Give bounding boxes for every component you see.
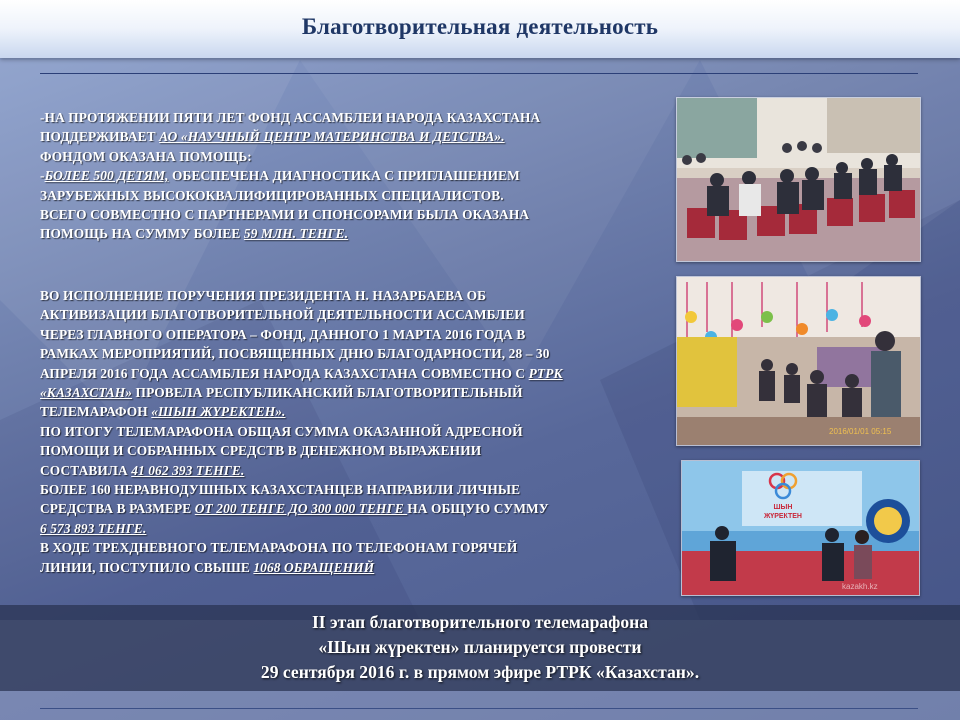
highlight-kazakhstan: «КАЗАХСТАН» — [40, 385, 133, 401]
text-line: В ХОДЕ ТРЕХДНЕВНОГО ТЕЛЕМАРАФОНА ПО ТЕЛЕФОНАМ ГОРЯЧЕЙ — [40, 540, 518, 556]
text-line: СОСТАВИЛА 41 062 393 ТЕНГЕ. — [40, 462, 245, 478]
text-line: СРЕДСТВА В РАЗМЕРЕ ОТ 200 ТЕНГЕ ДО 300 000 ТЕНГЕ НА ОБЩУЮ СУММУ — [40, 501, 549, 517]
highlight-children-count: БОЛЕЕ 500 ДЕТЯМ, — [44, 168, 169, 184]
text-line: ВСЕГО СОВМЕСТНО С ПАРТНЕРАМИ И СПОНСОРАМИ БЫЛА ОКАЗАНА — [40, 207, 530, 223]
text-line: ЛИНИИ, ПОСТУПИЛО СВЫШЕ 1068 ОБРАЩЕНИЙ — [40, 559, 375, 575]
text-line: РАМКАХ МЕРОПРИЯТИЙ, ПОСВЯЩЕННЫХ ДНЮ БЛАГОДАРНОСТИ, 28 – 30 — [40, 346, 550, 362]
text-line: АКТИВИЗАЦИИ БЛАГОТВОРИТЕЛЬНОЙ ДЕЯТЕЛЬНОСТИ АССАМБЛЕИ — [40, 307, 525, 323]
text-line: АПРЕЛЯ 2016 ГОДА АССАМБЛЕЯ НАРОДА КАЗАХСТАНА СОВМЕСТНО С РТРК — [40, 365, 563, 381]
photo-tv-studio — [681, 460, 920, 596]
announcement-text — [0, 610, 960, 685]
text-line: ЗАРУБЕЖНЫХ ВЫСОКОКВАЛИФИЦИРОВАННЫХ СПЕЦИАЛИСТОВ. — [40, 187, 504, 203]
highlight-total-sum: 41 062 393 ТЕНГЕ. — [131, 462, 245, 478]
text-line: -НА ПРОТЯЖЕНИИ ПЯТИ ЛЕТ ФОНД АССАМБЛЕИ НАРОДА КАЗАХСТАНА — [40, 110, 541, 125]
text-line: ЧЕРЕЗ ГЛАВНОГО ОПЕРАТОРА – ФОНД, ДАННОГО 1 МАРТА 2016 ГОДА В — [40, 326, 526, 342]
photo-audience-hall — [676, 97, 921, 262]
text-line: ВО ИСПОЛНЕНИЕ ПОРУЧЕНИЯ ПРЕЗИДЕНТА Н. НАЗАРБАЕВА ОБ — [40, 288, 487, 303]
text-line: «КАЗАХСТАН» ПРОВЕЛА РЕСПУБЛИКАНСКИЙ БЛАГОТВОРИТЕЛЬНЫЙ — [40, 385, 523, 401]
highlight-telemarathon-name: «ШЫН ЖҮРЕКТЕН». — [151, 404, 286, 420]
studio-logo-line1: ШЫН — [773, 504, 793, 511]
bottom-divider — [40, 708, 918, 709]
text-line: -БОЛЕЕ 500 ДЕТЯМ, ОБЕСПЕЧЕНА ДИАГНОСТИКА С ПРИГЛАШЕНИЕМ — [40, 168, 520, 184]
text-line: ПОМОЩИ И СОБРАННЫХ СРЕДСТВ В ДЕНЕЖНОМ ВЫРАЖЕНИИ — [40, 443, 482, 459]
text-line: ПОМОЩЬ НА СУММУ БОЛЕЕ 59 МЛН. ТЕНГЕ. — [40, 226, 349, 242]
text-line — [40, 519, 650, 538]
text-line: ТЕЛЕМАРАФОН «ШЫН ЖҮРЕКТЕН». — [40, 404, 286, 420]
section-scientific-center — [40, 108, 650, 244]
highlight-calls-count: 1068 ОБРАЩЕНИЙ — [253, 559, 375, 575]
announcement-line: 29 сентября 2016 г. в прямом эфире РТРК «Казахстан». — [260, 662, 700, 682]
highlight-donation-sum: 6 573 893 ТЕНГЕ. — [40, 520, 147, 536]
text-line: БОЛЕЕ 160 НЕРАВНОДУШНЫХ КАЗАХСТАНЦЕВ НАПРАВИЛИ ЛИЧНЫЕ — [40, 482, 521, 498]
announcement-line: II этап благотворительного телемарафона — [311, 612, 649, 632]
studio-logo-line2: ЖҮРЕКТЕН — [763, 513, 803, 520]
photo-festive-hall — [676, 276, 921, 446]
highlight-rtrk: РТРК — [528, 365, 563, 381]
announcement-line: «Шын жүректен» планируется провести — [318, 637, 642, 657]
page-title: Благотворительная деятельность — [301, 14, 659, 39]
highlight-center-name: АО «НАУЧНЫЙ ЦЕНТР МАТЕРИНСТВА И ДЕТСТВА». — [159, 129, 505, 145]
highlight-amount: 59 МЛН. ТЕНГЕ. — [243, 226, 349, 242]
top-divider — [40, 73, 918, 74]
text-line: ФОНДОМ ОКАЗАНА ПОМОЩЬ: — [40, 148, 252, 164]
section-telemarathon — [40, 286, 650, 577]
photo-watermark: kazakh.kz — [842, 582, 878, 591]
photo-timestamp: 2016/01/01 05:15 — [829, 427, 892, 436]
highlight-donation-range: ОТ 200 ТЕНГЕ ДО 300 000 ТЕНГЕ — [194, 501, 408, 517]
text-line: ПО ИТОГУ ТЕЛЕМАРАФОНА ОБЩАЯ СУММА ОКАЗАННОЙ АДРЕСНОЙ — [40, 423, 523, 439]
text-line: ПОДДЕРЖИВАЕТ АО «НАУЧНЫЙ ЦЕНТР МАТЕРИНСТВА И ДЕТСТВА». — [40, 129, 505, 145]
